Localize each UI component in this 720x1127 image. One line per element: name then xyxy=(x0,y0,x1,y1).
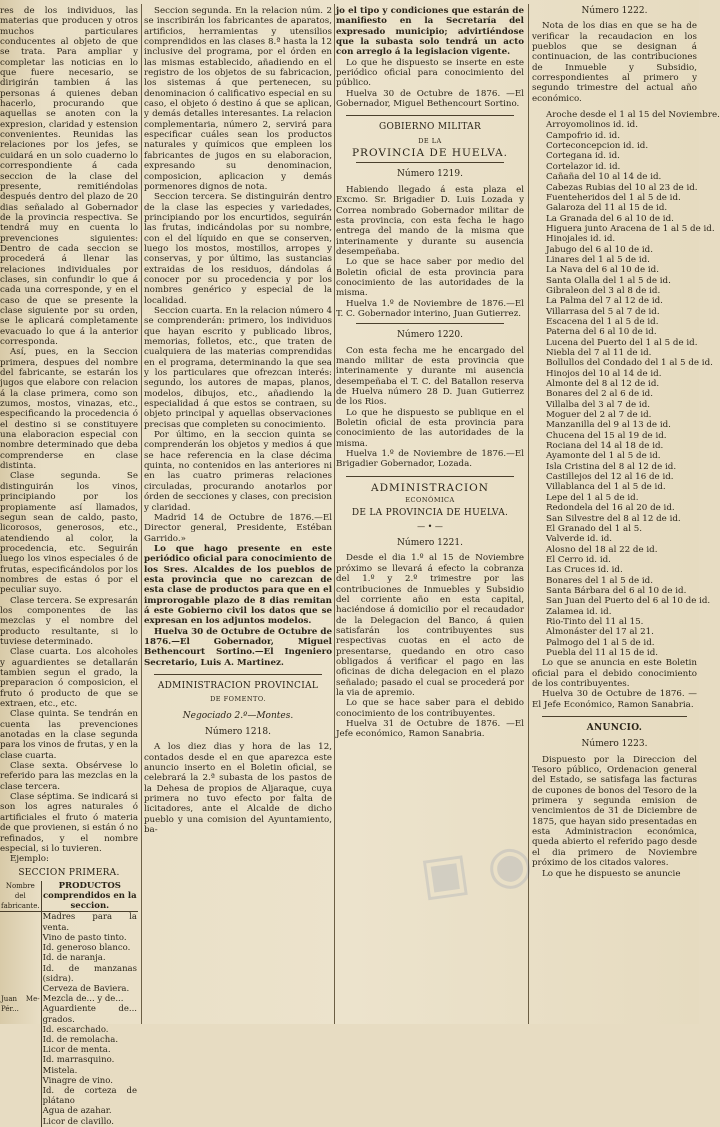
town-item: Cabezas Rubias del 10 al 23 de id. xyxy=(546,182,698,193)
town-item: Higuera junto Aracena de 1 al 5 de id. xyxy=(546,223,715,234)
town-item: Linares del 1 al 5 de id. xyxy=(546,254,650,265)
divider xyxy=(356,323,504,324)
paragraph: Seccion tercera. Se distinguirán dentro de la clase las especies y variedades, principiando por los encurtidos, seguirán las frutas, indicándolas por su nombre, con el del líquido en que se conserven, luego los mostos, mostillos, arropes y conservas, y por último, las sustancias extraidas de los residuos, dándolas á conocer por su procedencia y por los nombres genérico y especial de la localidad. xyxy=(144,192,332,306)
town-item: El Cerro id. id. xyxy=(546,554,611,565)
paragraph: Dispuesto por la Direccion del Tesoro público, Ordenacion general del Estado, se satisfaga las facturas de cupones de bonos del Tesoro de la primera y segunda emision de vencimientos de 31 de Diciembre de 1875, que hayan sido presentadas en esta Administracion económica, queda abierto el referido pago desde el dia primero de Noviembre próximo de los citados valores. xyxy=(532,754,697,869)
paragraph: Huelva 30 de Octubre de Octubre de 1876.—El Gobernador, Miguel Bethencourt Sortino.—El Ingeniero Secretario, Luis A. Martinez. xyxy=(144,626,332,668)
product-item: Aguardiente de... grados. xyxy=(42,1004,137,1025)
town-item: Galaroza del 11 al 15 de id. xyxy=(546,203,668,214)
town-item: La Palma del 7 al 12 de id. xyxy=(546,296,663,307)
notice-number: Número 1222. xyxy=(581,6,648,16)
town-item: Campofrio id. id. xyxy=(546,130,620,141)
paragraph: Lo que hago presente en este periódico oficial para conocimiento de los Sres. Alcaldes de los pueblos de esta provincia que no carezcan de esta clase de productos para que en el improrogable plazo de 8 dias remitan á este Gobierno civil los datos que se expresan en los adjuntos modelos. xyxy=(144,543,332,627)
town-item: Castillejos del 12 al 16 de id. xyxy=(546,472,674,483)
paragraph: Lo que se anuncia en este Boletin oficial para el debido conocimiento de los contribuyentes. xyxy=(532,658,697,689)
product-item: Licor de clavillo. xyxy=(42,1116,114,1127)
product-item: Id. escarchado. xyxy=(42,1024,109,1035)
divider xyxy=(356,162,504,163)
town-item: Isla Cristina del 8 al 12 de id. xyxy=(546,461,677,472)
paragraph: Huelva 31 de Octubre de 1876. —El Jefe económico, Ramon Sanabria. xyxy=(336,718,524,740)
section-title: ANUNCIO. xyxy=(586,723,643,734)
town-item: Zalamea id. id. xyxy=(546,606,612,617)
column-divider xyxy=(141,4,142,1024)
notice-number: Número 1219. xyxy=(397,169,463,180)
town-item: Lepe del 1 al 5 de id. xyxy=(546,492,639,503)
town-item: La Nava del 6 al 10 de id. xyxy=(546,265,659,276)
paragraph: Clase quinta. Se tendrán en cuenta las prevenciones anotadas en la clase segunda para los vinos de frutas, y en la clase cuarta. xyxy=(0,709,138,761)
paragraph: Clase séptima. Se indicará si son los agres naturales ó artificiales el fruto ó materia de que provienen, si están ó no refinados, y el nombre especial, si lo tuvieren. xyxy=(0,792,138,854)
paragraph: Clase cuarta. Los alcoholes y aguardientes se detallarán tambien segun el grado, la preparacion ó composicion, el fruto ó producto de que se extraen, etc., etc. xyxy=(0,647,138,710)
product-item: Id. de manzanas (sidra). xyxy=(42,963,137,984)
town-item: Hinojales id. id. xyxy=(546,234,616,245)
town-item: La Granada del 6 al 10 de id. xyxy=(546,213,674,224)
section-title: GOBIERNO MILITAR xyxy=(378,122,482,133)
column-2 xyxy=(144,6,332,1022)
paragraph: Lo que he dispuesto se inserte en este periódico oficial para conocimiento del público. xyxy=(336,57,524,89)
town-item: Palmogo del 1 al 5 de id. xyxy=(546,637,655,648)
town-item: Paterna del 6 al 10 de id. xyxy=(546,327,657,338)
product-item: Cerveza de Baviera. xyxy=(42,983,130,994)
town-item: Hinojos del 10 al 14 de id. xyxy=(546,368,662,379)
ornament: — • — xyxy=(417,521,443,531)
town-item: Cortegana id. id. xyxy=(546,151,620,162)
paragraph: Clase tercera. Se expresarán los componentes de las mezclas y el nombre del producto resultante, si lo tuviese determinado. xyxy=(0,595,138,647)
product-item: Id. generoso blanco. xyxy=(42,943,131,954)
section-title: ADMINISTRACION xyxy=(371,481,489,494)
side-label: Juan Me-Pér... xyxy=(0,912,41,1127)
divider xyxy=(346,476,514,477)
paragraph: Desde el dia 1.º al 15 de Noviembre próximo se llevará á efecto la cobranza del 1.º y 2.º trimestre por las contribuciones de Inmuebles y Subsidio del corriente año en esta capital, haciéndose á domicilio por el recaudador de la Delegacion del Banco, á quien satisfarán los contribuyentes sus respectivas cuotas en el acto de presentarse, quedando en otro caso obligados á verificar el pago en las oficinas de dicha delegacion en el plazo señalado; pasado el cual se procederá por la via de apremio. xyxy=(336,553,524,698)
library-watermark: ▣ ◉ xyxy=(416,832,537,908)
town-item: Santa Bárbara del 6 al 10 de id. xyxy=(546,585,687,596)
paragraph: Lo que se hace saber por medio del Boletin oficial de esta provincia para conocimiento de las autoridades de la misma. xyxy=(336,257,524,299)
paragraph: Huelva 30 de Octubre de 1876. —El Jefe Económico, Ramon Sanabria. xyxy=(532,689,697,710)
table-title: SECCION PRIMERA. xyxy=(18,867,120,878)
product-item: Mezcla de... y de... xyxy=(42,994,124,1005)
paragraph: Lo que he dispuesto se anuncie xyxy=(542,868,681,879)
town-item: Villablanca del 1 al 5 de id. xyxy=(546,482,666,493)
product-item: Id. de corteza de plátano xyxy=(42,1085,137,1107)
town-item: Rio-Tinto del 11 al 15. xyxy=(546,616,644,627)
town-item: Fuenteheridos del 1 al 5 de id. xyxy=(546,192,681,203)
town-item: Escacena del 1 al 5 de id. xyxy=(546,316,659,327)
notice-number: Número 1220. xyxy=(397,330,463,341)
towns-list xyxy=(532,110,720,658)
notice-number: Número 1218. xyxy=(205,727,271,738)
paragraph: Así, pues, en la Seccion primera, despues del nombre del fabricante, se estarán los jugos que elabore con relacion á la clase primera, como son zumos, mostos, vinazas, etc., especificando la procedencia ó el destino si se constituyere una elaboracion especial con nombre determinado que deba comprenderse en clase distinta. xyxy=(0,347,138,472)
town-item: Ayamonte del 1 al 5 de id. xyxy=(546,451,661,462)
town-item: San Silvestre del 8 al 12 de id. xyxy=(546,513,681,524)
section-province: PROVINCIA DE HUELVA. xyxy=(351,147,509,160)
section-title: ADMINISTRACION PROVINCIAL xyxy=(157,681,319,691)
paragraph: Seccion segunda. En la relacion núm. 2 se inscribirán los fabricantes de aparatos, artificios, herramientas y utensilios comprendidos en las clases 8.ª hasta la 12 inclusive del programa, por el órden en las mismas establecido, añadiendo en el registro de los objetos de su fabricacion, los sistemas á que pertenecen, su denominacion ó calificativo especial en su caso, el objeto ó destino á que se aplican, y demás detalles interesantes. La relacion complementaria, número 2, servirá para especificar cuáles sean los productos naturales y químicos que empleen los fabricantes de jugos en su elaboracion, expresando su denominacion, composicion, aplicacion y demás pormenores dignos de nota. xyxy=(144,6,332,192)
paragraph: Huelva 1.º de Noviembre de 1876.—El T. C. Gobernador interino, Juan Gutierrez. xyxy=(336,298,524,319)
notice-number: Número 1221. xyxy=(397,538,463,549)
town-item: Las Cruces id. id. xyxy=(546,565,623,576)
town-item: Puebla del 11 al 15 de id. xyxy=(546,647,659,658)
town-item: Rociana del 14 al 18 de id. xyxy=(546,441,664,452)
paragraph: Nota de los dias en que se ha de verificar la recaudacion en los pueblos que se designan á continuacion, de las contribuciones de Inmueble y Subsidio, correspondientes al primero y segundo trimestre del actual año económico. xyxy=(532,21,697,104)
table-label: Nombre del fabricante. xyxy=(1,881,40,911)
town-item: Aroche desde el 1 al 15 del Noviembre. xyxy=(546,110,720,121)
town-item: Niebla del 7 al 11 de id. xyxy=(546,348,652,358)
paragraph: Habiendo llegado á esta plaza el Excmo. Sr. Brigadier D. Luis Lozada y Correa nombrado Gobernador militar de esta provincia, con esta fecha le hago entrega del mando de la misma que interinamente y durante su ausencia desempeñaba. xyxy=(336,184,524,257)
product-item: Mistela. xyxy=(42,1065,78,1076)
paragraph: Con esta fecha me he encargado del mando militar de esta provincia que interinamente y durante mi ausencia desempeñaba el T. C. del Batallon reserva de Huelva número 28 D. Juan Gutierrez de los Rios. xyxy=(336,345,524,408)
town-item: Villalba del 3 al 7 de id. xyxy=(546,399,651,410)
town-item: Gibraleon del 3 al 8 de id. xyxy=(546,285,661,296)
town-item: Cañaña del 10 al 14 de id. xyxy=(546,172,662,183)
section-subtitle: DE FOMENTO. xyxy=(210,695,266,704)
paragraph: Ejemplo: xyxy=(10,854,49,865)
town-item: Chucena del 15 al 19 de id. xyxy=(546,430,667,441)
paragraph: Clase segunda. Se distinguirán los vinos, principiando por los propiamente así llamados, segun sean de caldo, pasto, licorosos, generosos, etc., atendiendo al color, la procedencia, etc. Seguirán luego los vinos especiales ó de frutas, especificándolos por los nombres de estas ó por el peculiar suyo. xyxy=(0,471,138,596)
town-item: Moguer del 2 al 7 de id. xyxy=(546,410,652,421)
product-item: Vinagre de vino. xyxy=(42,1075,113,1086)
section-province: DE LA PROVINCIA DE HUELVA. xyxy=(351,508,509,519)
paragraph: res de los individuos, las materias que producen y otros muchos particulares conducentes al objeto de que se trata. Para ampliar y completar las noticias en lo que fuere necesario, se dirigirán tambien á las personas á quienes deban hacerlo, procurando que aquellas se anoten con la expresion, claridad y estension convenientes. Reunidas las relaciones por los jefes, se cuidará en un solo cuaderno lo correspondiente á cada seccion de la clase del presente, remitiéndolas después dentro del plazo de 20 dias señalado al Gobernador de la provincia respectiva. Se tendrá muy en cuenta lo prevenciones siguientes: Dentro de cada seccion se procederá á llenar las relaciones individuales por clases, sin confundir lo que á cada una corresponde, y en el caso de que se presente la clase siguiente por su orden, se le aplicará completamente evacuado lo que á la anterior corresponda. xyxy=(0,6,138,347)
paragraph: Lo que se hace saber para el debido conocimiento de los contribuyentes. xyxy=(336,698,524,719)
product-item: Id. de naranja. xyxy=(42,953,106,964)
town-item: Corteconcepcion id. id. xyxy=(546,141,649,152)
product-item: Madres para la venta. xyxy=(42,912,137,933)
product-item: Vino de pasto tinto. xyxy=(42,932,127,943)
town-item: Cortelazor id. id. xyxy=(546,161,621,172)
column-1 xyxy=(0,6,138,1127)
paragraph: Lo que he dispuesto se publique en el Boletin oficial de esta provincia para conocimiento de las autoridades de la misma. xyxy=(336,407,524,449)
town-item: Bonares del 2 al 6 de id. xyxy=(546,389,654,400)
town-item: Alosno del 18 al 22 de id. xyxy=(546,544,658,555)
town-item: Bollullos del Condado del 1 al 5 de id. xyxy=(546,358,713,369)
town-item: Bonares del 1 al 5 de id. xyxy=(546,575,654,586)
town-item: Arroyomolinos id. id. xyxy=(546,120,638,131)
table-header: PRODUCTOS comprendidos en la seccion. xyxy=(42,880,137,912)
paragraph: A los diez dias y hora de las 12, contados desde el en que aparezca este anuncio inserto en el Boletin oficial, se celebrará la 2.ª subasta de los pastos de la Dehesa de propios de Aljaraque, cuya primera no tuvo efecto por falta de licitadores, ante el Alcalde de dicho pueblo y una comision del Ayuntamiento, ba- xyxy=(144,742,332,836)
paragraph: jo el tipo y condiciones que estarán de manifiesto en la Secretaría del expresado municipio; advirtiéndose que la subasta solo tendrá un acto con arreglo á la legislacion vigente. xyxy=(336,6,524,58)
paragraph: Por último, en la seccion quinta se comprenderán los objetos y medios á que se hace referencia en la clase décima quinta, no contenidos en las anteriores ni en las cuatro primeras relaciones circuladas, procurando anotarlos por órden de secciones y clases, con precision y claridad. xyxy=(144,430,332,513)
product-item: Id. de remolacha. xyxy=(42,1034,119,1045)
town-item: Manzanilla del 9 al 13 de id. xyxy=(546,420,671,431)
products-list xyxy=(41,912,138,1127)
product-item: Id. marrasquino. xyxy=(42,1055,115,1066)
town-item: Almonte del 8 al 12 de id. xyxy=(546,379,660,390)
paragraph: Huelva 30 de Octubre de 1876. —El Gobernador, Miguel Bethencourt Sortino. xyxy=(336,88,524,110)
divider xyxy=(346,115,514,116)
paragraph: Seccion cuarta. En la relacion número 4 se comprenderán: primero, los individuos que hayan escrito y publicado libros, memorias, folletos, etc., que traten de cualquiera de las materias comprendidas en el programa, determinando la que sea y los particulares que ofrezcan interés: segundo, los autores de mapas, planos, modelos, dibujos, etc., añadiendo la especialidad á que estos se contraen, su objeto principal y aquellas observaciones precisas que completen su conocimiento. xyxy=(144,305,332,430)
paragraph: Huelva 1.º de Noviembre de 1876.—El Brigadier Gobernador, Lozada. xyxy=(336,449,524,470)
divider xyxy=(542,716,687,717)
products-table xyxy=(0,881,138,1127)
product-item: Agua de azahar. xyxy=(42,1106,112,1117)
product-item: Licor de menta. xyxy=(42,1045,111,1056)
town-item: Santa Olalla del 1 al 5 de id. xyxy=(546,275,671,286)
town-item: San Juan del Puerto del 6 al 10 de id. xyxy=(546,596,711,607)
town-item: El Granado del 1 al 5. xyxy=(546,523,643,534)
town-item: Villarrasa del 5 al 7 de id. xyxy=(546,306,660,317)
town-item: Valverde id. id. xyxy=(546,534,613,545)
paragraph: Madrid 14 de Octubre de 1876.—El Director general, Presidente, Estéban Garrido.» xyxy=(144,512,332,544)
section-subtitle: ECONÓMICA xyxy=(405,496,455,505)
paragraph: Clase sexta. Obsérvese lo referido para las mezclas en la clase tercera. xyxy=(0,761,138,792)
town-item: Lucena del Puerto del 1 al 5 de id. xyxy=(546,337,698,348)
section-subtitle: DE LA xyxy=(418,136,442,145)
column-divider xyxy=(334,4,335,1024)
town-item: Almonáster del 17 al 21. xyxy=(546,627,654,638)
notice-number: Número 1223. xyxy=(581,739,648,750)
town-item: Redondela del 16 al 20 de id. xyxy=(546,503,675,514)
town-item: Jabugo del 6 al 10 de id. xyxy=(546,244,654,255)
column-4 xyxy=(532,6,720,1022)
negociado: Negociado 2.º—Montes. xyxy=(182,710,294,721)
divider xyxy=(154,674,322,675)
